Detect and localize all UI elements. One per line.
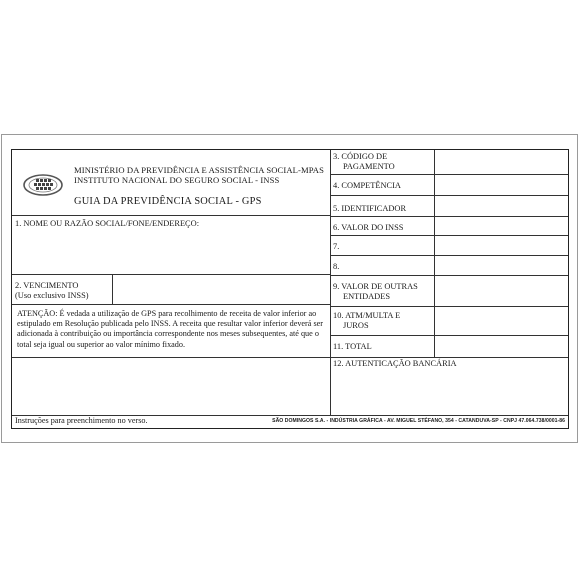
field-4-label: 4. COMPETÊNCIA — [333, 181, 401, 190]
ministry-name: MINISTÉRIO DA PREVIDÊNCIA E ASSISTÊNCIA SOCIAL-MPAS — [74, 165, 324, 175]
inss-logo-icon — [22, 171, 64, 199]
field-2-label: 2. VENCIMENTO — [15, 281, 79, 290]
field-9-label-line1: 9. VALOR DE OUTRAS — [333, 282, 418, 291]
divider-f6-bottom — [330, 235, 568, 236]
footer-printer-info: SÃO DOMINGOS S.A. - INDÚSTRIA GRÁFICA - AV. MIGUEL STÉFANO, 354 - CATANDUVA-SP - CNPJ 47.064.738/0001-86 — [272, 418, 565, 424]
field-6-label: 6. VALOR DO INSS — [333, 223, 404, 232]
divider-header-bottom — [12, 215, 330, 216]
field-12-label: 12. AUTENTICAÇÃO BANCÁRIA — [333, 359, 457, 368]
divider-f10-bottom — [330, 335, 568, 336]
warning-notice: ATENÇÃO: É vedada a utilização de GPS para recolhimento de receita de valor inferior ao estipulado em Resolução publicada pelo INSS. A receita que resultar valor inferior deverá ser adicionada à contribuição ou importância correspondente nos meses subsequentes, até que o total seja igual ou superior ao valor mínimo fixado. — [17, 309, 324, 349]
divider-right-values — [434, 150, 435, 357]
footer-instructions: Instruções para preenchimento no verso. — [15, 416, 148, 425]
divider-main-vertical — [330, 150, 331, 416]
field-9-label-line2: ENTIDADES — [343, 292, 390, 301]
field-11-label: 11. TOTAL — [333, 342, 372, 351]
field-7-label: 7. — [333, 242, 340, 251]
divider-field2-vertical — [112, 274, 113, 304]
divider-field2-bottom — [12, 304, 330, 305]
field-2-note: (Uso exclusivo INSS) — [15, 291, 89, 300]
divider-f8-bottom — [330, 275, 568, 276]
field-10-label-line1: 10. ATM/MULTA E — [333, 311, 401, 320]
divider-f4-bottom — [330, 195, 568, 196]
field-8-label: 8. — [333, 262, 340, 271]
divider-f9-bottom — [330, 306, 568, 307]
field-3-label-line2: PAGAMENTO — [343, 162, 395, 171]
divider-warning-bottom — [12, 357, 330, 358]
divider-f7-bottom — [330, 255, 568, 256]
form-title: GUIA DA PREVIDÊNCIA SOCIAL - GPS — [74, 196, 262, 207]
gps-form — [11, 149, 569, 429]
divider-field1-bottom — [12, 274, 330, 275]
divider-f11-bottom — [330, 357, 568, 358]
divider-f5-bottom — [330, 216, 568, 217]
field-1-label: 1. NOME OU RAZÃO SOCIAL/FONE/ENDEREÇO: — [15, 219, 200, 228]
field-5-label: 5. IDENTIFICADOR — [333, 204, 407, 213]
field-10-label-line2: JUROS — [343, 321, 369, 330]
divider-f3-bottom — [330, 174, 568, 175]
field-3-label-line1: 3. CÓDIGO DE — [333, 152, 388, 161]
institute-name: INSTITUTO NACIONAL DO SEGURO SOCIAL - INSS — [74, 175, 280, 185]
